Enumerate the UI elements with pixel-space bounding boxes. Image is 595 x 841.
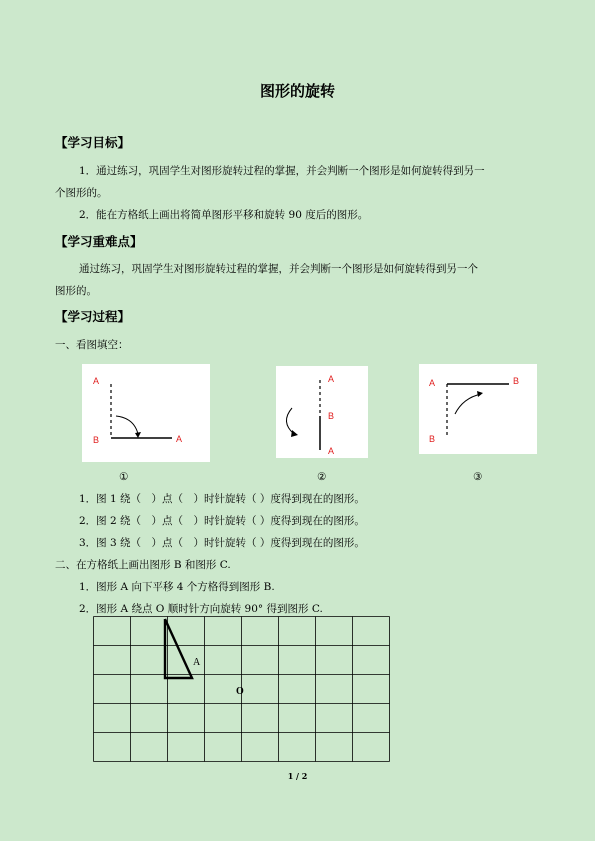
figure-2-number: ② (317, 471, 327, 483)
fig2-arrowhead-icon (291, 430, 298, 437)
question-1: 1．图 1 绕（ ）点（ ）时针旋转（ ）度得到现在的图形。 (79, 493, 365, 505)
fig3-label-left-bottom: B (429, 434, 436, 444)
fig2-label-top: A (328, 374, 335, 384)
fig3-label-left-top: A (429, 378, 436, 388)
shape-a-label: A (193, 657, 201, 668)
figure-3-number: ③ (473, 471, 483, 483)
objective-1-line1: 1．通过练习，巩固学生对图形旋转过程的掌握，并会判断一个图形是如何旋转得到另一 (79, 165, 485, 177)
question-3: 3．图 3 绕（ ）点（ ）时针旋转（ ）度得到现在的图形。 (79, 537, 365, 549)
key-points-line1: 通过练习，巩固学生对图形旋转过程的掌握，并会判断一个图形是如何旋转得到另一个 (79, 263, 478, 275)
fig3-label-right: B (513, 376, 520, 386)
figure-3-drawing (419, 364, 537, 454)
figure-1-drawing (82, 364, 210, 462)
figure-1 (82, 364, 210, 462)
page-number: 1 / 2 (287, 771, 308, 781)
fig2-label-middle: B (328, 411, 335, 421)
fig3-arrowhead-icon (477, 391, 483, 397)
key-points-heading: 【学习重难点】 (55, 234, 143, 249)
figure-1-number: ① (119, 471, 129, 483)
figure-2 (276, 366, 368, 458)
part1-title: 一、看图填空： (55, 339, 129, 351)
fig2-rotation-arrow (286, 408, 294, 434)
objective-2: 2．能在方格纸上画出将简单图形平移和旋转 90 度后的图形。 (79, 209, 369, 221)
part2-item-1: 1．图形 A 向下平移 4 个方格得到图形 B. (79, 581, 275, 593)
question-2: 2．图 2 绕（ ）点（ ）时针旋转（ ）度得到现在的图形。 (79, 515, 365, 527)
part2-item-2: 2．图形 A 绕点 O 顺时针方向旋转 90° 得到图形 C. (79, 603, 323, 615)
fig1-label-corner: B (93, 435, 100, 445)
fig3-rotation-arrow (455, 394, 481, 414)
objective-1-line2: 个图形的。 (55, 187, 108, 199)
key-points-line2: 图形的。 (55, 285, 97, 297)
grid-drawing (93, 616, 390, 762)
fig1-label-top: A (93, 376, 100, 386)
page-title: 图形的旋转 (259, 82, 335, 100)
fig1-label-right: A (176, 434, 183, 444)
point-o-label: O (236, 686, 244, 697)
process-heading: 【学习过程】 (55, 309, 131, 324)
figure-2-drawing (276, 366, 368, 458)
grid-paper (93, 616, 390, 762)
objectives-heading: 【学习目标】 (55, 135, 131, 150)
shape-a-triangle (165, 619, 192, 678)
fig1-rotation-arrow (116, 416, 138, 434)
fig1-arrowhead-icon (135, 432, 141, 438)
figure-3 (419, 364, 537, 454)
fig2-label-bottom: A (328, 446, 335, 456)
part2-title: 二、在方格纸上画出图形 B 和图形 C. (55, 559, 231, 571)
